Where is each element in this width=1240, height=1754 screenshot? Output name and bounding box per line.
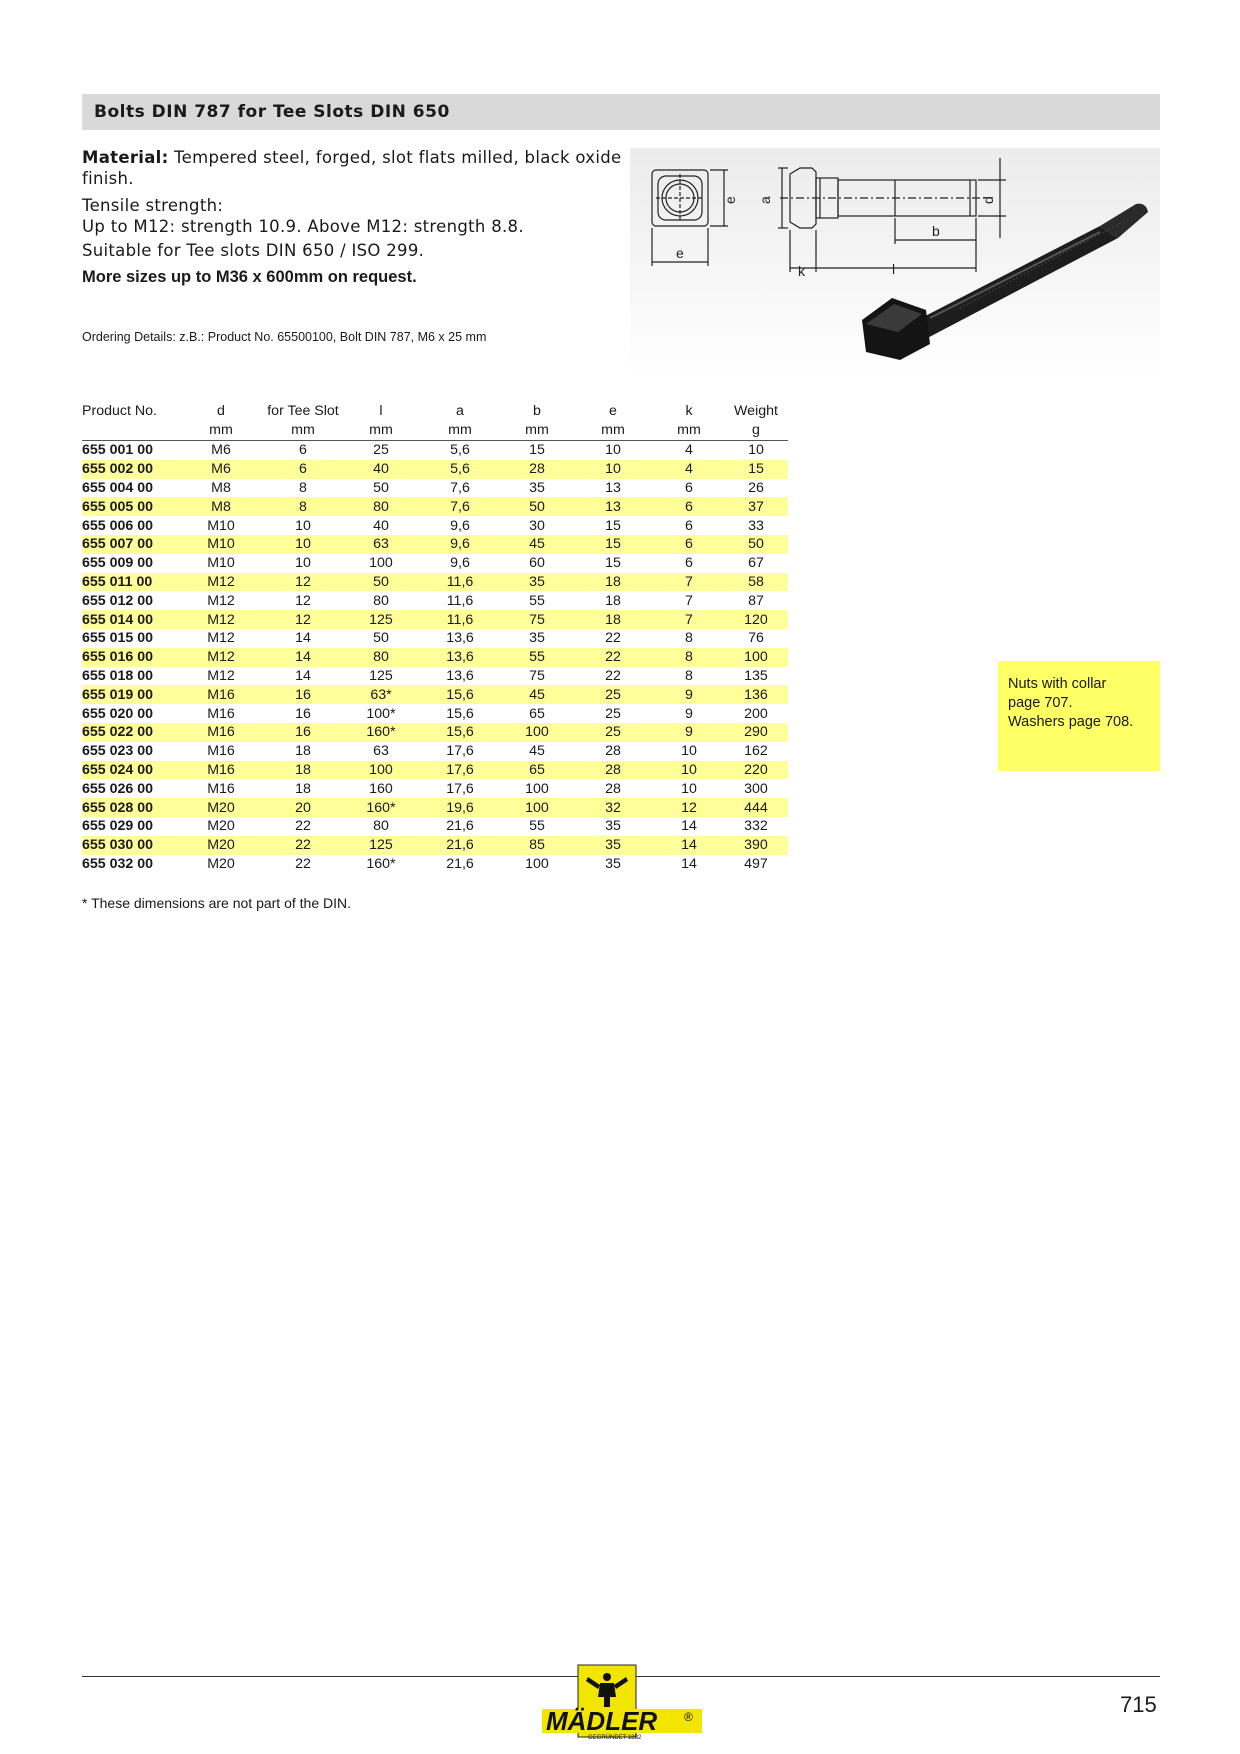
table-row bbox=[82, 460, 788, 479]
cell-l: 100* bbox=[366, 705, 396, 722]
cell-tee-slot: 10 bbox=[295, 517, 311, 534]
cell-d: M20 bbox=[207, 818, 235, 835]
cell-a: 9,6 bbox=[450, 555, 470, 572]
cell-weight: 67 bbox=[748, 555, 764, 572]
product-drawing bbox=[630, 148, 1160, 378]
cell-weight: 58 bbox=[724, 573, 788, 592]
table-row bbox=[82, 573, 788, 592]
cell-b: 55 bbox=[529, 818, 545, 835]
header-a: a bbox=[456, 403, 464, 419]
cell-k: 10 bbox=[681, 743, 697, 760]
cell-d: M10 bbox=[207, 517, 235, 534]
cell-e: 22 bbox=[605, 667, 621, 684]
cell-l: 80 bbox=[344, 497, 418, 516]
label-l: l bbox=[892, 261, 896, 277]
cell-tee-slot: 12 bbox=[262, 573, 344, 592]
cell-e: 10 bbox=[572, 460, 654, 479]
cell-product-no: 655 032 00 bbox=[82, 855, 154, 872]
cell-a: 19,6 bbox=[418, 798, 502, 817]
cell-a: 15,6 bbox=[418, 685, 502, 704]
cell-product-no: 655 011 00 bbox=[82, 573, 180, 592]
cell-l: 50 bbox=[373, 630, 389, 647]
cell-tee-slot: 18 bbox=[295, 780, 311, 797]
table-row bbox=[82, 667, 788, 686]
table-row bbox=[82, 855, 788, 874]
table-body bbox=[82, 441, 788, 874]
cell-e: 28 bbox=[572, 761, 654, 780]
cell-b: 85 bbox=[502, 836, 572, 855]
technical-drawing bbox=[630, 148, 1160, 378]
ordering-details: Ordering Details: z.B.: Product No. 65500100, Bolt DIN 787, M6 x 25 mm bbox=[82, 330, 487, 344]
table-row bbox=[82, 779, 788, 798]
cell-product-no: 655 029 00 bbox=[82, 818, 154, 835]
cell-tee-slot: 14 bbox=[295, 630, 311, 647]
cell-tee-slot: 12 bbox=[262, 610, 344, 629]
cell-tee-slot: 8 bbox=[262, 497, 344, 516]
label-e-front: e bbox=[722, 196, 738, 204]
cell-e: 28 bbox=[605, 743, 621, 760]
cell-e: 15 bbox=[605, 517, 621, 534]
table-row bbox=[82, 836, 788, 855]
cell-weight: 290 bbox=[724, 723, 788, 742]
cell-product-no: 655 006 00 bbox=[82, 517, 154, 534]
cell-l: 63 bbox=[344, 535, 418, 554]
cell-d: M10 bbox=[207, 555, 235, 572]
cell-b: 55 bbox=[502, 648, 572, 667]
cell-k: 10 bbox=[654, 761, 724, 780]
cell-product-no: 655 022 00 bbox=[82, 723, 180, 742]
cell-weight: 100 bbox=[724, 648, 788, 667]
cell-e: 25 bbox=[572, 723, 654, 742]
cell-k: 14 bbox=[681, 855, 697, 872]
cell-l: 160* bbox=[344, 798, 418, 817]
cell-k: 7 bbox=[654, 573, 724, 592]
table-row bbox=[82, 610, 788, 629]
header-b: b bbox=[533, 403, 541, 419]
cell-tee-slot: 18 bbox=[295, 743, 311, 760]
header-product-no: Product No. bbox=[82, 403, 157, 419]
cell-k: 6 bbox=[685, 517, 693, 534]
header-d: d bbox=[217, 403, 225, 419]
page-number: 715 bbox=[1120, 1692, 1157, 1717]
cell-product-no: 655 002 00 bbox=[82, 460, 180, 479]
header-weight: Weight bbox=[734, 403, 778, 419]
table-row bbox=[82, 761, 788, 780]
cell-d: M16 bbox=[207, 743, 235, 760]
label-k: k bbox=[798, 263, 805, 279]
table-row bbox=[82, 817, 788, 836]
cell-a: 5,6 bbox=[418, 460, 502, 479]
cell-a: 11,6 bbox=[418, 610, 502, 629]
material-text: Tempered steel, forged, slot flats milled, black oxide finish. bbox=[82, 148, 622, 188]
cell-a: 17,6 bbox=[446, 743, 474, 760]
cell-tee-slot: 16 bbox=[262, 723, 344, 742]
cell-k: 8 bbox=[685, 667, 693, 684]
cell-product-no: 655 001 00 bbox=[82, 442, 154, 459]
cell-b: 28 bbox=[502, 460, 572, 479]
cell-a: 7,6 bbox=[418, 497, 502, 516]
cell-d: M10 bbox=[180, 535, 262, 554]
cell-d: M20 bbox=[207, 855, 235, 872]
cell-k: 6 bbox=[654, 497, 724, 516]
cell-product-no: 655 018 00 bbox=[82, 667, 154, 684]
cell-product-no: 655 015 00 bbox=[82, 630, 154, 647]
cell-weight: 10 bbox=[748, 442, 764, 459]
cell-k: 9 bbox=[654, 685, 724, 704]
cell-k: 7 bbox=[685, 592, 693, 609]
header-tee-slot: for Tee Slot bbox=[267, 403, 339, 419]
cell-d: M8 bbox=[211, 479, 231, 496]
cell-weight: 390 bbox=[724, 836, 788, 855]
cell-weight: 220 bbox=[724, 761, 788, 780]
tensile-paragraph bbox=[82, 195, 622, 237]
cell-l: 63* bbox=[344, 685, 418, 704]
cell-a: 9,6 bbox=[418, 535, 502, 554]
cell-b: 75 bbox=[529, 667, 545, 684]
cell-tee-slot: 14 bbox=[295, 667, 311, 684]
cell-e: 22 bbox=[605, 630, 621, 647]
cell-b: 100 bbox=[525, 855, 549, 872]
cell-a: 5,6 bbox=[450, 442, 470, 459]
cell-l: 80 bbox=[373, 592, 389, 609]
cell-a: 21,6 bbox=[446, 855, 474, 872]
cell-k: 6 bbox=[654, 535, 724, 554]
cell-d: M20 bbox=[180, 798, 262, 817]
logo-registered: ® bbox=[684, 1710, 693, 1724]
cell-l: 125 bbox=[344, 836, 418, 855]
cell-d: M16 bbox=[180, 723, 262, 742]
cell-k: 8 bbox=[685, 630, 693, 647]
cell-k: 4 bbox=[654, 460, 724, 479]
cell-a: 11,6 bbox=[418, 573, 502, 592]
header-k: k bbox=[685, 403, 693, 419]
cell-b: 30 bbox=[529, 517, 545, 534]
unit-tee-slot: mm bbox=[262, 421, 344, 441]
cell-k: 12 bbox=[654, 798, 724, 817]
cell-b: 65 bbox=[502, 761, 572, 780]
unit-d: mm bbox=[180, 421, 262, 441]
cell-k: 4 bbox=[685, 442, 693, 459]
cell-weight: 136 bbox=[724, 685, 788, 704]
cell-l: 160* bbox=[366, 855, 396, 872]
cell-b: 100 bbox=[502, 723, 572, 742]
cell-weight: 497 bbox=[744, 855, 768, 872]
table-row bbox=[82, 685, 788, 704]
cell-d: M12 bbox=[207, 667, 235, 684]
cell-l: 100 bbox=[344, 761, 418, 780]
cell-product-no: 655 028 00 bbox=[82, 798, 180, 817]
cell-e: 15 bbox=[605, 555, 621, 572]
cell-b: 50 bbox=[502, 497, 572, 516]
cell-e: 22 bbox=[572, 648, 654, 667]
cell-b: 100 bbox=[525, 780, 549, 797]
cell-product-no: 655 004 00 bbox=[82, 479, 154, 496]
cell-b: 35 bbox=[529, 630, 545, 647]
cell-d: M8 bbox=[180, 497, 262, 516]
cell-e: 13 bbox=[572, 497, 654, 516]
logo-brand: MÄDLER bbox=[546, 1706, 658, 1736]
cell-b: 45 bbox=[502, 685, 572, 704]
cell-product-no: 655 009 00 bbox=[82, 555, 154, 572]
cell-d: M12 bbox=[180, 610, 262, 629]
title-bar bbox=[82, 94, 1160, 130]
cell-d: M6 bbox=[180, 460, 262, 479]
cell-tee-slot: 10 bbox=[295, 555, 311, 572]
madler-logo bbox=[542, 1663, 702, 1741]
cell-tee-slot: 22 bbox=[295, 855, 311, 872]
cell-b: 35 bbox=[502, 573, 572, 592]
cell-k: 6 bbox=[685, 479, 693, 496]
material-paragraph bbox=[82, 147, 622, 189]
page-title: Bolts DIN 787 for Tee Slots DIN 650 bbox=[94, 102, 450, 122]
table-row bbox=[82, 441, 788, 460]
bolt-table bbox=[82, 402, 788, 873]
table-units-row bbox=[82, 421, 788, 441]
table-row bbox=[82, 798, 788, 817]
more-sizes-text: More sizes up to M36 x 600mm on request. bbox=[82, 268, 417, 286]
cell-weight: 162 bbox=[744, 743, 768, 760]
table-row bbox=[82, 554, 788, 573]
cell-product-no: 655 005 00 bbox=[82, 497, 180, 516]
cell-b: 60 bbox=[529, 555, 545, 572]
table-row bbox=[82, 704, 788, 723]
cell-e: 32 bbox=[572, 798, 654, 817]
cell-weight: 87 bbox=[748, 592, 764, 609]
cell-b: 65 bbox=[529, 705, 545, 722]
cell-product-no: 655 023 00 bbox=[82, 743, 154, 760]
side-view bbox=[778, 158, 1006, 272]
table-row bbox=[82, 535, 788, 554]
cell-k: 14 bbox=[654, 836, 724, 855]
cell-k: 10 bbox=[681, 780, 697, 797]
cell-l: 63 bbox=[373, 743, 389, 760]
cell-e: 10 bbox=[605, 442, 621, 459]
cell-tee-slot: 18 bbox=[262, 761, 344, 780]
cell-e: 13 bbox=[605, 479, 621, 496]
cell-tee-slot: 10 bbox=[262, 535, 344, 554]
cell-l: 80 bbox=[344, 648, 418, 667]
cell-weight: 15 bbox=[724, 460, 788, 479]
material-label: Material: bbox=[82, 148, 169, 167]
unit-a: mm bbox=[418, 421, 502, 441]
cell-a: 7,6 bbox=[450, 479, 470, 496]
cell-d: M20 bbox=[180, 836, 262, 855]
cell-product-no: 655 026 00 bbox=[82, 780, 154, 797]
table-row bbox=[82, 742, 788, 761]
cell-d: M12 bbox=[207, 592, 235, 609]
label-a: a bbox=[757, 196, 773, 204]
cell-l: 125 bbox=[344, 610, 418, 629]
note-line-2: page 707. bbox=[1008, 695, 1073, 711]
tensile-label: Tensile strength: bbox=[82, 196, 224, 215]
cell-k: 14 bbox=[681, 818, 697, 835]
cell-e: 15 bbox=[572, 535, 654, 554]
label-e-side: e bbox=[676, 245, 684, 261]
table-row bbox=[82, 723, 788, 742]
intro-text bbox=[82, 147, 622, 294]
bolt-photo bbox=[862, 204, 1148, 360]
cell-a: 17,6 bbox=[418, 761, 502, 780]
cell-weight: 37 bbox=[724, 497, 788, 516]
cell-k: 7 bbox=[654, 610, 724, 629]
table-row bbox=[82, 648, 788, 667]
cell-k: 8 bbox=[654, 648, 724, 667]
cell-product-no: 655 030 00 bbox=[82, 836, 180, 855]
cell-product-no: 655 020 00 bbox=[82, 705, 154, 722]
cell-l: 50 bbox=[373, 479, 389, 496]
cell-weight: 33 bbox=[748, 517, 764, 534]
table-row bbox=[82, 479, 788, 498]
cell-product-no: 655 016 00 bbox=[82, 648, 180, 667]
cell-e: 18 bbox=[605, 592, 621, 609]
cell-weight: 50 bbox=[724, 535, 788, 554]
unit-e: mm bbox=[572, 421, 654, 441]
suitable-text: Suitable for Tee slots DIN 650 / ISO 299. bbox=[82, 241, 425, 260]
cell-b: 75 bbox=[502, 610, 572, 629]
cell-b: 45 bbox=[502, 535, 572, 554]
cell-tee-slot: 6 bbox=[299, 442, 307, 459]
cell-l: 160 bbox=[369, 780, 393, 797]
cell-tee-slot: 22 bbox=[262, 836, 344, 855]
cell-d: M12 bbox=[207, 630, 235, 647]
cell-d: M16 bbox=[180, 761, 262, 780]
table-row bbox=[82, 516, 788, 535]
note-line-1: Nuts with collar bbox=[1008, 676, 1107, 692]
cell-weight: 300 bbox=[744, 780, 768, 797]
cell-b: 100 bbox=[502, 798, 572, 817]
cell-tee-slot: 14 bbox=[262, 648, 344, 667]
cell-e: 35 bbox=[605, 855, 621, 872]
unit-k: mm bbox=[654, 421, 724, 441]
cell-d: M16 bbox=[207, 780, 235, 797]
cell-e: 25 bbox=[605, 705, 621, 722]
cell-e: 35 bbox=[572, 836, 654, 855]
cell-k: 9 bbox=[685, 705, 693, 722]
cell-b: 45 bbox=[529, 743, 545, 760]
cell-weight: 135 bbox=[744, 667, 768, 684]
cell-l: 40 bbox=[373, 517, 389, 534]
cell-a: 13,6 bbox=[446, 667, 474, 684]
cell-a: 15,6 bbox=[418, 723, 502, 742]
header-e: e bbox=[609, 403, 617, 419]
cell-tee-slot: 8 bbox=[299, 479, 307, 496]
header-l: l bbox=[379, 403, 383, 419]
cell-k: 9 bbox=[654, 723, 724, 742]
table-row bbox=[82, 497, 788, 516]
cell-a: 9,6 bbox=[450, 517, 470, 534]
cell-tee-slot: 16 bbox=[295, 705, 311, 722]
note-line-3: Washers page 708. bbox=[1008, 714, 1134, 730]
unit-l: mm bbox=[344, 421, 418, 441]
cell-product-no: 655 007 00 bbox=[82, 535, 180, 554]
cell-e: 35 bbox=[605, 818, 621, 835]
cell-l: 25 bbox=[373, 442, 389, 459]
footnote: * These dimensions are not part of the DIN. bbox=[82, 895, 351, 911]
cell-weight: 120 bbox=[724, 610, 788, 629]
table-row bbox=[82, 629, 788, 648]
front-view bbox=[652, 170, 728, 266]
cell-e: 25 bbox=[572, 685, 654, 704]
cell-l: 50 bbox=[344, 573, 418, 592]
cell-d: M6 bbox=[211, 442, 231, 459]
cell-product-no: 655 012 00 bbox=[82, 592, 154, 609]
cell-d: M16 bbox=[180, 685, 262, 704]
cell-b: 55 bbox=[529, 592, 545, 609]
cell-l: 125 bbox=[369, 667, 393, 684]
unit-b: mm bbox=[502, 421, 572, 441]
cell-b: 35 bbox=[529, 479, 545, 496]
cell-weight: 444 bbox=[724, 798, 788, 817]
logo-tagline: GEGRÜNDET 1882 bbox=[588, 1735, 642, 1741]
cell-a: 21,6 bbox=[418, 836, 502, 855]
cell-l: 40 bbox=[344, 460, 418, 479]
cell-tee-slot: 6 bbox=[262, 460, 344, 479]
cell-a: 13,6 bbox=[418, 648, 502, 667]
cell-product-no: 655 014 00 bbox=[82, 610, 180, 629]
cell-product-no: 655 024 00 bbox=[82, 761, 180, 780]
cell-b: 15 bbox=[529, 442, 545, 459]
cell-weight: 76 bbox=[748, 630, 764, 647]
cell-l: 100 bbox=[369, 555, 393, 572]
cell-d: M16 bbox=[207, 705, 235, 722]
cell-tee-slot: 16 bbox=[262, 685, 344, 704]
cell-tee-slot: 22 bbox=[295, 818, 311, 835]
cell-a: 21,6 bbox=[446, 818, 474, 835]
cell-d: M12 bbox=[180, 648, 262, 667]
cell-a: 11,6 bbox=[446, 592, 474, 609]
label-d: d bbox=[980, 196, 996, 204]
cell-l: 80 bbox=[373, 818, 389, 835]
cell-weight: 332 bbox=[744, 818, 768, 835]
table-row bbox=[82, 591, 788, 610]
cell-weight: 200 bbox=[744, 705, 768, 722]
cell-e: 28 bbox=[605, 780, 621, 797]
cell-a: 15,6 bbox=[446, 705, 474, 722]
label-b: b bbox=[932, 223, 940, 239]
table-header-row bbox=[82, 402, 788, 421]
cell-d: M12 bbox=[180, 573, 262, 592]
cell-e: 18 bbox=[572, 610, 654, 629]
cross-reference-note bbox=[998, 661, 1160, 771]
cell-product-no: 655 019 00 bbox=[82, 685, 180, 704]
cell-e: 18 bbox=[572, 573, 654, 592]
cell-l: 160* bbox=[344, 723, 418, 742]
cell-tee-slot: 12 bbox=[295, 592, 311, 609]
cell-tee-slot: 20 bbox=[262, 798, 344, 817]
tensile-text: Up to M12: strength 10.9. Above M12: strength 8.8. bbox=[82, 217, 524, 236]
cell-weight: 26 bbox=[748, 479, 764, 496]
unit-product-no bbox=[82, 421, 180, 441]
cell-a: 17,6 bbox=[446, 780, 474, 797]
cell-a: 13,6 bbox=[446, 630, 474, 647]
cell-k: 6 bbox=[685, 555, 693, 572]
unit-weight: g bbox=[724, 421, 788, 441]
